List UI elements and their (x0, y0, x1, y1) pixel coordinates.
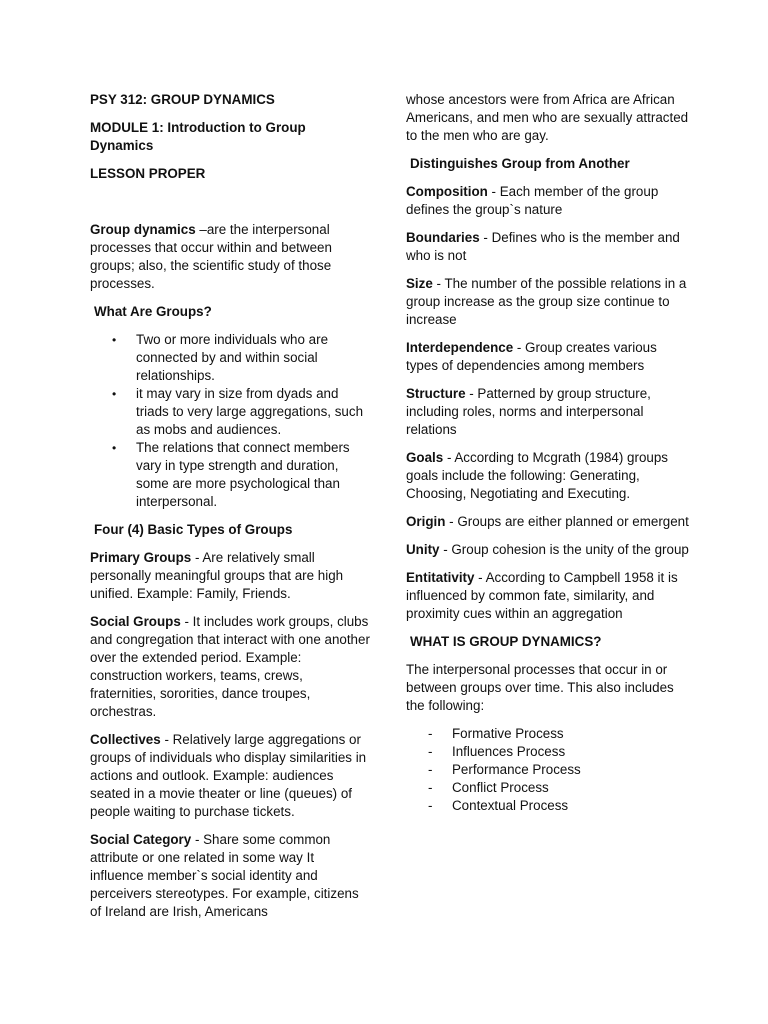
process-list (406, 725, 691, 815)
list-item (90, 385, 370, 439)
definition-paragraph (90, 221, 370, 293)
type-paragraph-social (90, 613, 370, 721)
attribute-unity (406, 541, 691, 559)
type-paragraph-primary (90, 549, 370, 603)
list-item (90, 439, 370, 511)
attribute-origin (406, 513, 691, 531)
list-item-text: it may vary in size from dyads and triads to very large aggregations, such as mobs and audiences. (136, 386, 364, 437)
attribute-text: - According to Mcgrath (1984) groups goals include the following: Generating, Choosing, Negotiating and Executing. (406, 450, 668, 501)
attribute-text: - The number of the possible relations in a group increase as the group size continue to increase (406, 276, 687, 327)
attribute-boundaries (406, 229, 691, 265)
attribute-text: - Group creates various types of dependencies among members (406, 340, 657, 373)
dash-icon: - (428, 798, 433, 813)
type-text: - Relatively large aggregations or groups of individuals who display similarities in actions and outlook. Example: audiences seated in a movie theater or line (queues) of people waiting to purchase tickets. (90, 732, 367, 819)
distinguishes-heading: Distinguishes Group from Another (410, 156, 630, 171)
definition-text: –are the interpersonal processes that occur within and between groups; also, the scientific study of those processes. (90, 222, 332, 291)
list-item-text: Two or more individuals who are connected by and within social relationships. (136, 332, 329, 383)
type-term: Primary Groups (90, 550, 192, 565)
type-text: - Share some common attribute or one related in some way It influence member`s social identity and perceivers stereotypes. For example, citizens of Ireland are Irish, Americans (90, 832, 359, 919)
lesson-label: LESSON PROPER (90, 166, 206, 181)
bullet-icon: • (112, 333, 117, 347)
type-term: Collectives (90, 732, 161, 747)
bullet-icon: • (112, 441, 117, 455)
continuation-paragraph: whose ancestors were from Africa are African Americans, and men who are sexually attracted to the men who are gay. (406, 92, 689, 143)
attribute-term: Structure (406, 386, 466, 401)
type-text: - It includes work groups, clubs and congregation that interact with one another over the extended period. Example: construction workers, teams, crews, fraternities, sororities, dance troupes, orchestras. (90, 614, 370, 719)
module-title: MODULE 1: Introduction to Group Dynamics (90, 120, 306, 153)
attribute-text: - Groups are either planned or emergent (445, 514, 689, 529)
list-item-text: Contextual Process (452, 798, 569, 813)
what-is-intro: The interpersonal processes that occur in or between groups over time. This also includes the following: (406, 662, 674, 713)
type-term: Social Groups (90, 614, 181, 629)
attribute-term: Boundaries (406, 230, 480, 245)
types-heading: Four (4) Basic Types of Groups (94, 522, 293, 537)
list-item-text: Conflict Process (452, 780, 549, 795)
list-item-text: The relations that connect members vary in type strength and duration, some are more psychological than interpersonal. (136, 440, 350, 509)
dash-icon: - (428, 762, 433, 777)
attribute-term: Origin (406, 514, 446, 529)
list-item (90, 331, 370, 385)
attribute-term: Composition (406, 184, 488, 199)
list-item (406, 725, 691, 743)
attribute-size (406, 275, 691, 329)
attribute-term: Goals (406, 450, 444, 465)
type-paragraph-category (90, 831, 370, 921)
attribute-text: - Group cohesion is the unity of the group (439, 542, 689, 557)
list-item-text: Formative Process (452, 726, 564, 741)
attribute-term: Unity (406, 542, 440, 557)
right-column (406, 91, 691, 815)
dash-icon: - (428, 780, 433, 795)
what-are-groups-list (90, 331, 370, 511)
list-item (406, 761, 691, 779)
attribute-structure (406, 385, 691, 439)
list-item (406, 797, 691, 815)
definition-term: Group dynamics (90, 222, 196, 237)
type-term: Social Category (90, 832, 192, 847)
dash-icon: - (428, 726, 433, 741)
attribute-text: - Defines who is the member and who is not (406, 230, 680, 263)
list-item (406, 779, 691, 797)
bullet-icon: • (112, 387, 117, 401)
attribute-text: - According to Campbell 1958 it is influenced by common fate, similarity, and proximity cues within an aggregation (406, 570, 678, 621)
type-text: - Are relatively small personally meaningful groups that are high unified. Example: Family, Friends. (90, 550, 344, 601)
attribute-term: Size (406, 276, 433, 291)
attribute-text: - Patterned by group structure, including roles, norms and interpersonal relations (406, 386, 651, 437)
left-column (90, 91, 370, 931)
spacer (90, 193, 370, 221)
attribute-text: - Each member of the group defines the group`s nature (406, 184, 659, 217)
what-are-groups-heading: What Are Groups? (94, 304, 212, 319)
attribute-goals (406, 449, 691, 503)
course-title: PSY 312: GROUP DYNAMICS (90, 92, 275, 107)
list-item-text: Performance Process (452, 762, 581, 777)
attribute-entitativity (406, 569, 691, 623)
list-item (406, 743, 691, 761)
list-item-text: Influences Process (452, 744, 566, 759)
what-is-heading: WHAT IS GROUP DYNAMICS? (410, 634, 602, 649)
type-paragraph-collectives (90, 731, 370, 821)
dash-icon: - (428, 744, 433, 759)
attribute-term: Entitativity (406, 570, 475, 585)
attribute-interdependence (406, 339, 691, 375)
attribute-term: Interdependence (406, 340, 514, 355)
attribute-composition (406, 183, 691, 219)
